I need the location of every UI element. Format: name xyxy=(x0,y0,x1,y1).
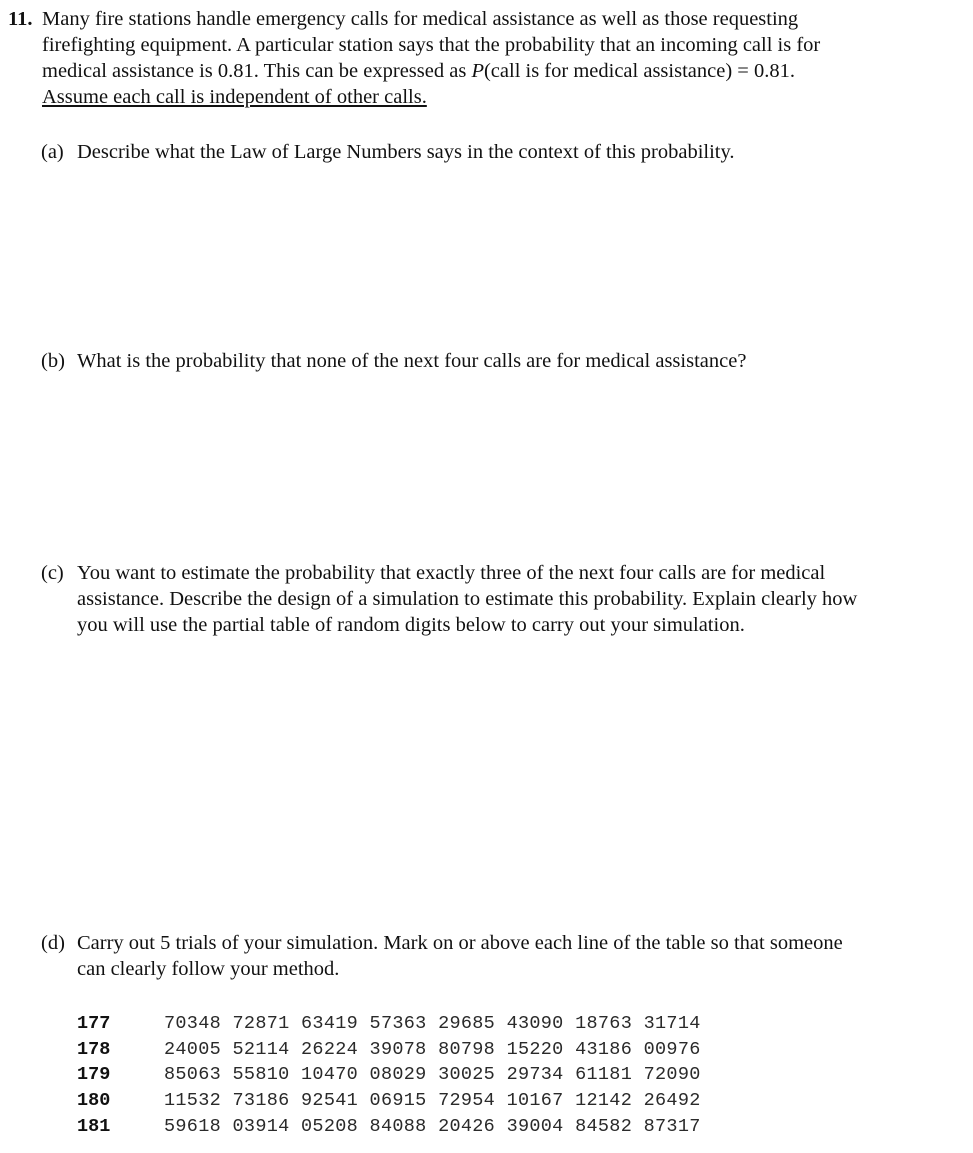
digit-group: 31714 xyxy=(643,1013,701,1034)
prompt-line: Describe what the Law of Large Numbers says in the context of this probability. xyxy=(77,141,735,163)
row-label: 179 xyxy=(77,1064,111,1086)
digit-group: 08029 xyxy=(369,1064,427,1086)
row-label: 181 xyxy=(77,1115,111,1137)
digit-groups xyxy=(164,1088,712,1114)
digit-group: 18763 xyxy=(575,1013,633,1034)
prompt-line: assistance. Describe the design of a simulation to estimate this probability. Explain clearly how xyxy=(77,588,858,610)
part-a-prompt xyxy=(77,139,735,165)
digit-group: 26492 xyxy=(643,1090,701,1112)
prompt-line: Carry out 5 trials of your simulation. Mark on or above each line of the table so that someone xyxy=(77,932,843,954)
digit-group: 39004 xyxy=(506,1115,564,1137)
digit-groups xyxy=(164,1037,712,1063)
digit-group: 87317 xyxy=(643,1115,701,1137)
digit-group: 73186 xyxy=(232,1090,290,1112)
digit-group: 15220 xyxy=(506,1038,564,1060)
stem-line: firefighting equipment. A particular station says that the probability that an incoming call is for xyxy=(42,34,821,56)
prompt-line: You want to estimate the probability that exactly three of the next four calls are for medical xyxy=(77,562,826,584)
prompt-line: What is the probability that none of the next four calls are for medical assistance? xyxy=(77,350,747,372)
digit-group: 80798 xyxy=(438,1038,496,1060)
digit-group: 57363 xyxy=(369,1013,427,1034)
row-label: 180 xyxy=(77,1090,111,1112)
stem-line: Many fire stations handle emergency calls for medical assistance as well as those requesting xyxy=(42,8,799,30)
part-c-prompt xyxy=(77,560,857,638)
digit-group: 30025 xyxy=(438,1064,496,1086)
digit-group: 05208 xyxy=(301,1115,359,1137)
part-label: (d) xyxy=(41,932,65,954)
part-b-prompt xyxy=(77,348,746,374)
digit-group: 39078 xyxy=(369,1038,427,1060)
digit-group: 12142 xyxy=(575,1090,633,1112)
digit-group: 43186 xyxy=(575,1038,633,1060)
digit-group: 06915 xyxy=(369,1090,427,1112)
digit-group: 29685 xyxy=(438,1013,496,1034)
digit-group: 11532 xyxy=(164,1090,222,1112)
digit-groups xyxy=(164,1011,712,1037)
digit-group: 72871 xyxy=(232,1013,290,1034)
digit-group: 26224 xyxy=(301,1038,359,1060)
digit-group: 63419 xyxy=(301,1013,359,1034)
digit-group: 72954 xyxy=(438,1090,496,1112)
prompt-line: you will use the partial table of random digits below to carry out your simulation. xyxy=(77,614,745,636)
digit-group: 61181 xyxy=(575,1064,633,1086)
digit-group: 10470 xyxy=(301,1064,359,1086)
digit-group: 59618 xyxy=(164,1115,222,1137)
digit-group: 84582 xyxy=(575,1115,633,1137)
digit-group: 84088 xyxy=(369,1115,427,1137)
stem-line xyxy=(42,58,820,84)
digit-group: 70348 xyxy=(164,1013,222,1034)
digit-groups xyxy=(164,1062,712,1088)
digit-group: 52114 xyxy=(232,1038,290,1060)
part-label: (a) xyxy=(41,141,64,163)
stem-line-text: (call is for medical assistance) = 0.81. xyxy=(483,60,795,82)
digit-group: 55810 xyxy=(232,1064,290,1086)
digit-group: 20426 xyxy=(438,1115,496,1137)
row-label: 177 xyxy=(77,1013,111,1034)
row-label: 178 xyxy=(77,1038,111,1060)
digit-group: 43090 xyxy=(506,1013,564,1034)
part-label: (b) xyxy=(41,350,65,372)
part-d-prompt xyxy=(77,930,843,982)
digit-group: 92541 xyxy=(301,1090,359,1112)
digit-group: 29734 xyxy=(506,1064,564,1086)
independence-assumption: Assume each call is independent of other calls. xyxy=(42,86,427,108)
digit-group: 85063 xyxy=(164,1064,222,1086)
question-stem xyxy=(42,6,820,110)
stem-line-text: medical assistance is 0.81. This can be expressed as xyxy=(42,60,472,82)
prompt-line: can clearly follow your method. xyxy=(77,958,340,980)
digit-group: 10167 xyxy=(506,1090,564,1112)
digit-group: 24005 xyxy=(164,1038,222,1060)
part-label: (c) xyxy=(41,562,64,584)
digit-groups xyxy=(164,1114,712,1140)
digit-group: 00976 xyxy=(643,1038,701,1060)
digit-group: 03914 xyxy=(232,1115,290,1137)
digit-group: 72090 xyxy=(643,1064,701,1086)
question-number: 11. xyxy=(8,8,33,30)
probability-symbol: P xyxy=(471,60,484,82)
